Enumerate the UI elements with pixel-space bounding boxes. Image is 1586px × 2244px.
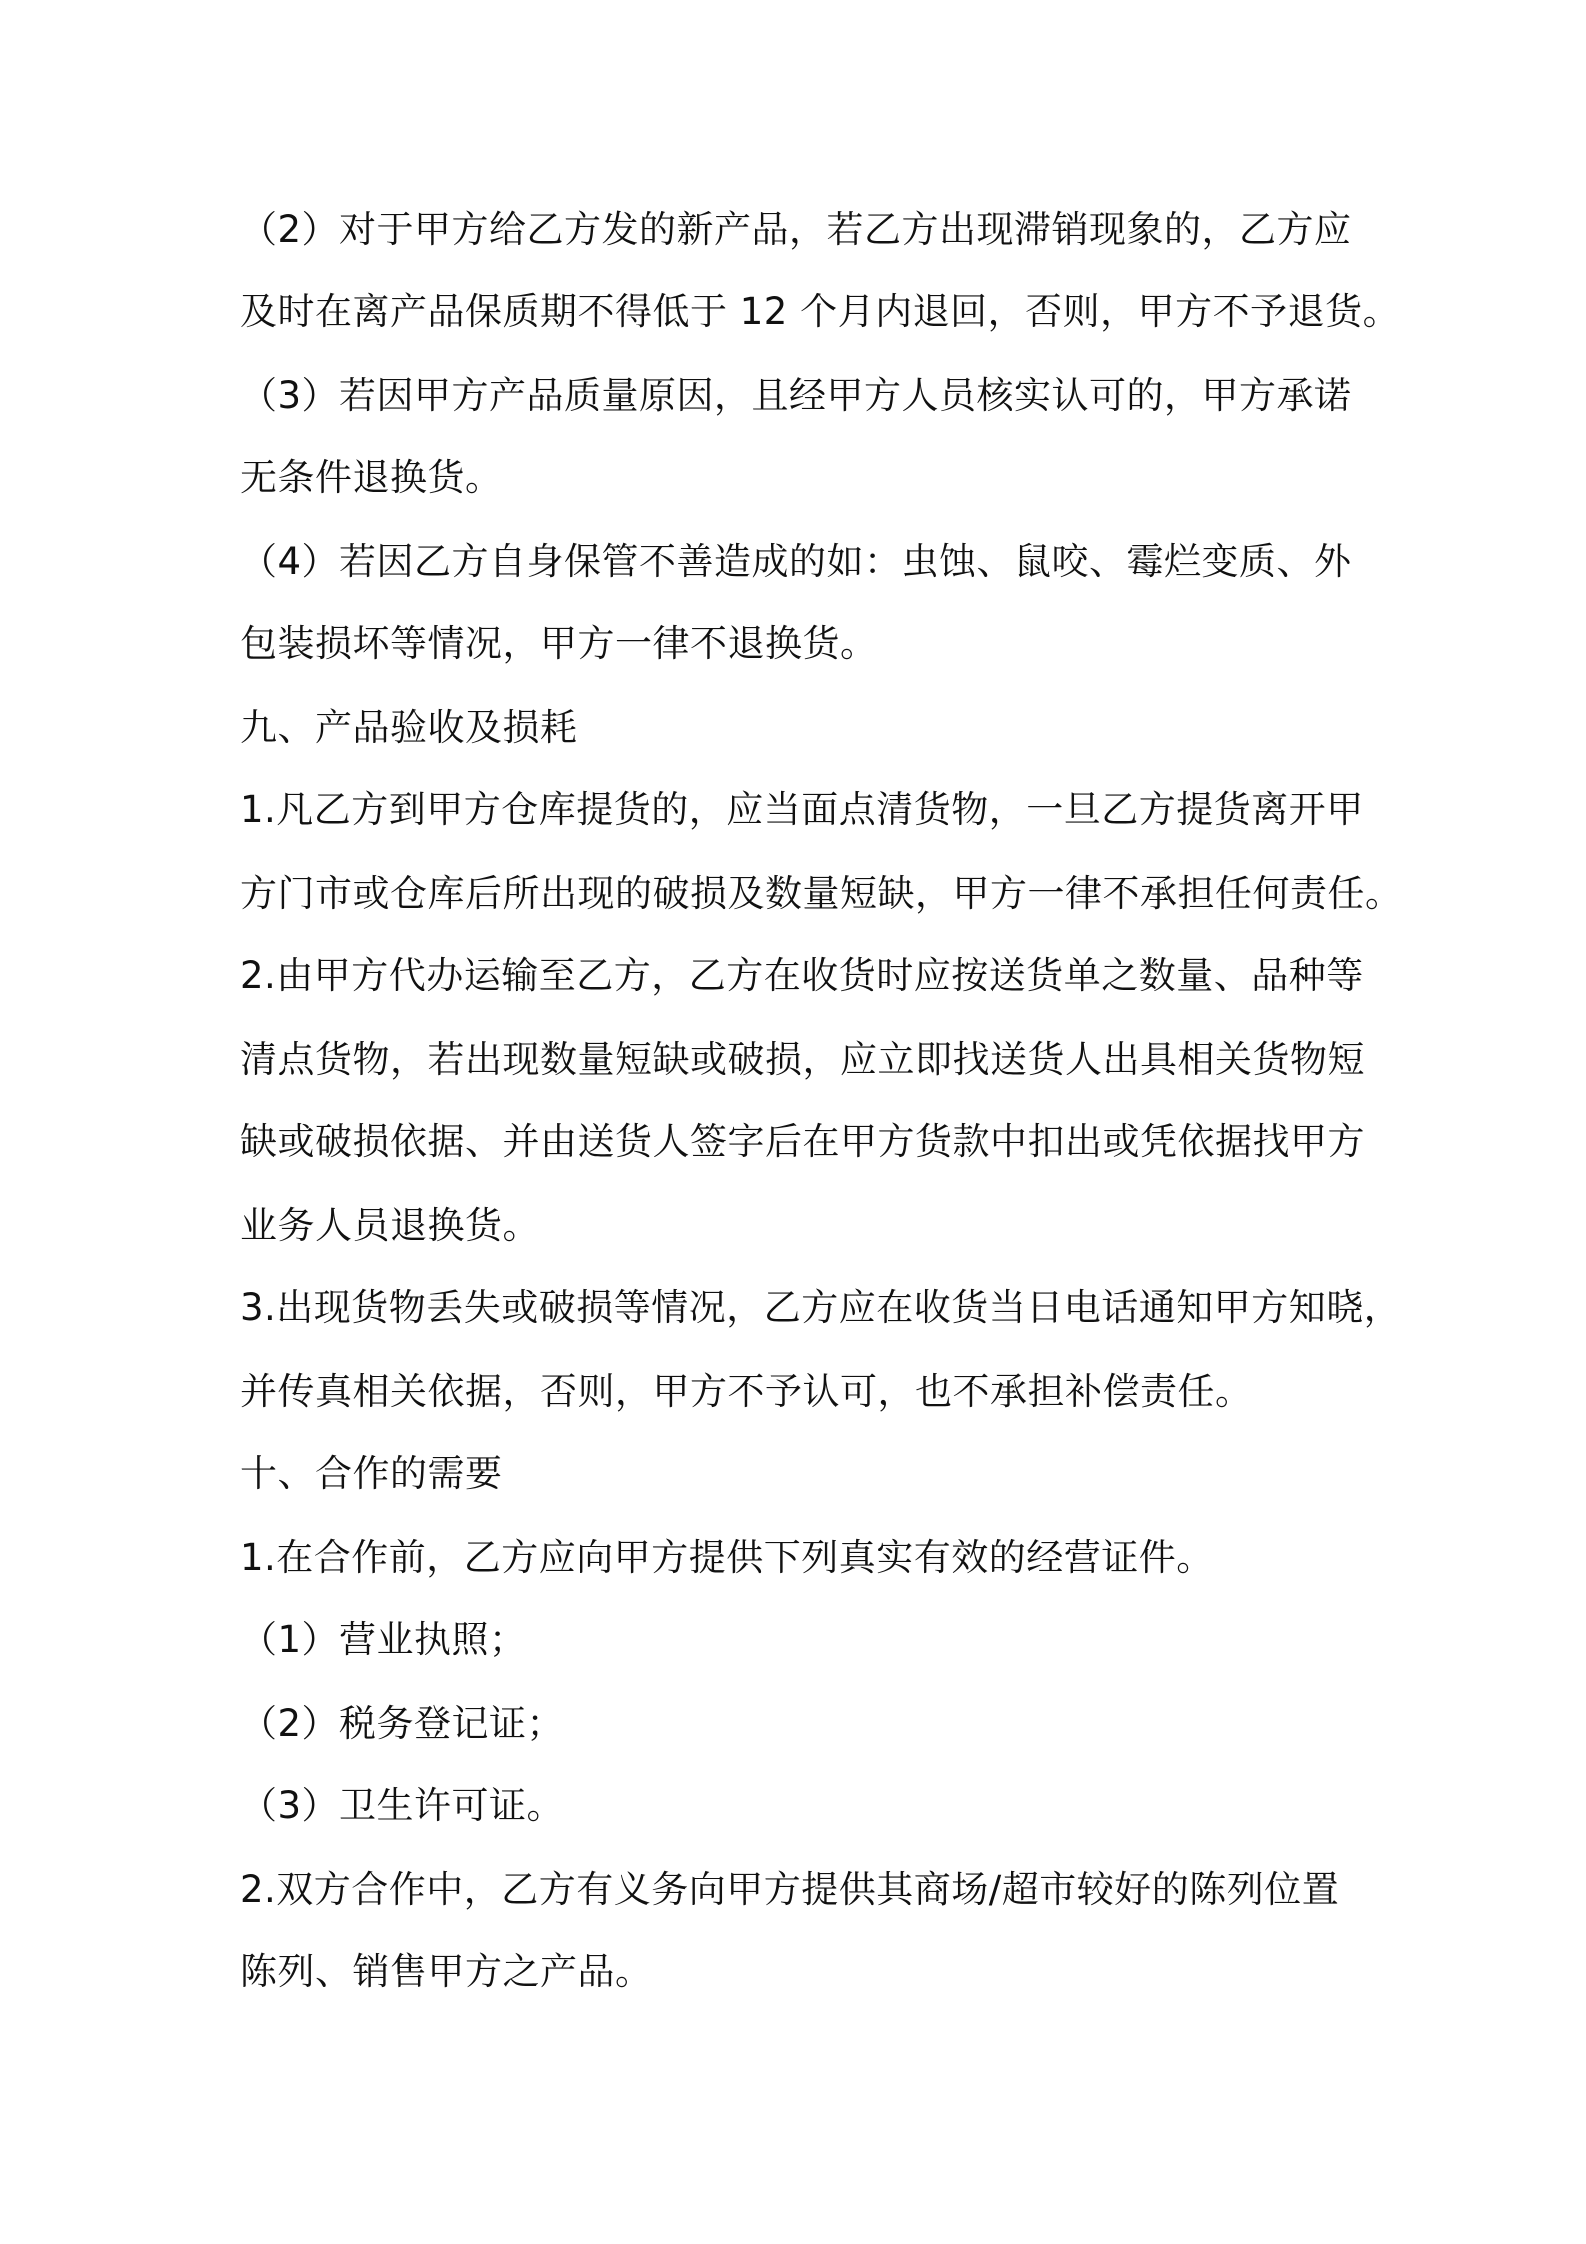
text-line: 1.凡乙方到甲方仓库提货的，应当面点清货物，一旦乙方提货离开甲 — [240, 788, 1364, 831]
text-line: 无条件退换货。 — [240, 456, 503, 499]
text-line: （4）若因乙方自身保管不善造成的如：虫蚀、鼠咬、霉烂变质、外 — [240, 540, 1352, 583]
text-line: 陈列、销售甲方之产品。 — [240, 1950, 653, 1993]
text-line: （2）对于甲方给乙方发的新产品，若乙方出现滞销现象的，乙方应 — [240, 208, 1352, 251]
text-line: 3.出现货物丢失或破损等情况，乙方应在收货当日电话通知甲方知晓， — [240, 1286, 1402, 1329]
text-line: 并传真相关依据，否则，甲方不予认可，也不承担补偿责任。 — [240, 1370, 1253, 1413]
text-line: 缺或破损依据、并由送货人签字后在甲方货款中扣出或凭依据找甲方 — [240, 1120, 1365, 1163]
text-line: 及时在离产品保质期不得低于 12 个月内退回，否则，甲方不予退货。 — [240, 290, 1401, 333]
text-line: 1.在合作前，乙方应向甲方提供下列真实有效的经营证件。 — [240, 1536, 1214, 1579]
text-line: 方门市或仓库后所出现的破损及数量短缺，甲方一律不承担任何责任。 — [240, 872, 1403, 915]
text-line: （3）若因甲方产品质量原因，且经甲方人员核实认可的，甲方承诺 — [240, 374, 1352, 417]
text-line: （3）卫生许可证。 — [240, 1784, 565, 1827]
text-line: （1）营业执照； — [240, 1618, 527, 1661]
text-line: 2.双方合作中，乙方有义务向甲方提供其商场/超市较好的陈列位置 — [240, 1868, 1340, 1911]
section-heading: 十、合作的需要 — [240, 1452, 503, 1495]
text-line: 2.由甲方代办运输至乙方，乙方在收货时应按送货单之数量、品种等 — [240, 954, 1364, 997]
text-line: 清点货物，若出现数量短缺或破损，应立即找送货人出具相关货物短 — [240, 1038, 1365, 1081]
section-heading: 九、产品验收及损耗 — [240, 706, 578, 749]
text-line: 包装损坏等情况，甲方一律不退换货。 — [240, 622, 878, 665]
text-line: （2）税务登记证； — [240, 1702, 565, 1745]
text-line: 业务人员退换货。 — [240, 1204, 540, 1247]
